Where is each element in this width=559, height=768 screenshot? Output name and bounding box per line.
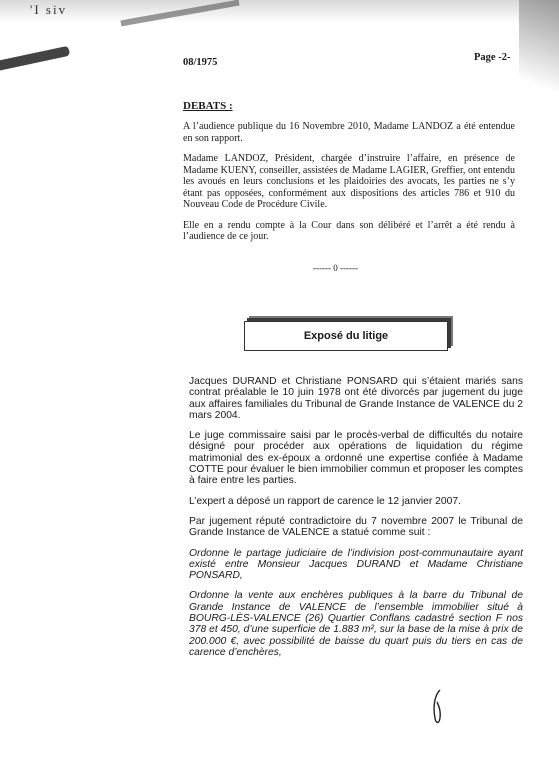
expose-quote-paragraph: Ordonne la vente aux enchères publiques à la barre du Tribunal de Grande Instance de VALENCE de l’ensemble immobilier situé à BOURG-LÈS-VALENCE (26) Quartier Conflans cadastré section F nos 378 et 450, d’une superficie de 1.883 m², sur la base de la mise à prix de 200.000 €, avec possibilité de baisse du quart puis du tiers en cas de carence d’enchères, bbox=[189, 590, 523, 658]
expose-heading-box bbox=[244, 321, 448, 351]
scan-corner-mark: 'I siv bbox=[30, 2, 68, 17]
scan-streak bbox=[0, 46, 70, 72]
expose-paragraph: L’expert a déposé un rapport de carence le 12 janvier 2007. bbox=[189, 495, 461, 507]
expose-paragraph: Par jugement réputé contradictoire du 7 novembre 2007 le Tribunal de Grande Instance de VALENCE a statué comme suit : bbox=[189, 515, 523, 539]
expose-quote-paragraph: Ordonne le partage judiciaire de l’indivision post-communautaire ayant existé entre Monsieur Jacques DURAND et Madame Christiane PONSARD, bbox=[189, 547, 523, 582]
debats-paragraph: Madame LANDOZ, Président, chargée d’instruire l’affaire, en présence de Madame KUENY, conseiller, assistées de Madame LAGIER, Greffier, ont entendu les avoués en leurs conclusions et les plaidoiries des avocats, les parties ne s’y étant pas opposées, conformément aux dispositions des articles 786 et 910 du Nouveau Code de Procédure Civile. bbox=[183, 153, 515, 210]
expose-paragraph: Le juge commissaire saisi par le procès-verbal de difficultés du notaire désigné pour procéder aux opérations de liquidation du régime matrimonial des ex-époux a ordonné une expertise confiée à Madame COTTE pour évaluer le bien immobilier commun et proposer les comptes à faire entre les parties. bbox=[189, 430, 523, 487]
expose-section bbox=[189, 376, 523, 667]
case-reference: 08/1975 bbox=[183, 57, 218, 68]
handwritten-initial bbox=[428, 688, 448, 726]
debats-paragraph: Elle en a rendu compte à la Cour dans son délibéré et l’arrêt a été rendu à l’audience de ce jour. bbox=[183, 219, 515, 242]
page-number: Page -2- bbox=[474, 52, 511, 63]
scan-shadow-top bbox=[0, 0, 559, 22]
section-separator: ------ 0 ------ bbox=[313, 263, 358, 273]
debats-section bbox=[183, 121, 515, 252]
expose-paragraph: Jacques DURAND et Christiane PONSARD qui s’étaient mariés sans contrat préalable le 10 juin 1978 ont été divorcés par jugement du juge aux affaires familiales du Tribunal de Grande Instance de VALENCE du 2 mars 2004. bbox=[189, 376, 523, 421]
debats-title: DEBATS : bbox=[183, 100, 233, 112]
expose-title: Exposé du litige bbox=[303, 330, 389, 342]
debats-paragraph: A l’audience publique du 16 Novembre 2010, Madame LANDOZ a été entendue en son rapport. bbox=[183, 121, 515, 144]
scan-shadow-right bbox=[519, 0, 559, 120]
